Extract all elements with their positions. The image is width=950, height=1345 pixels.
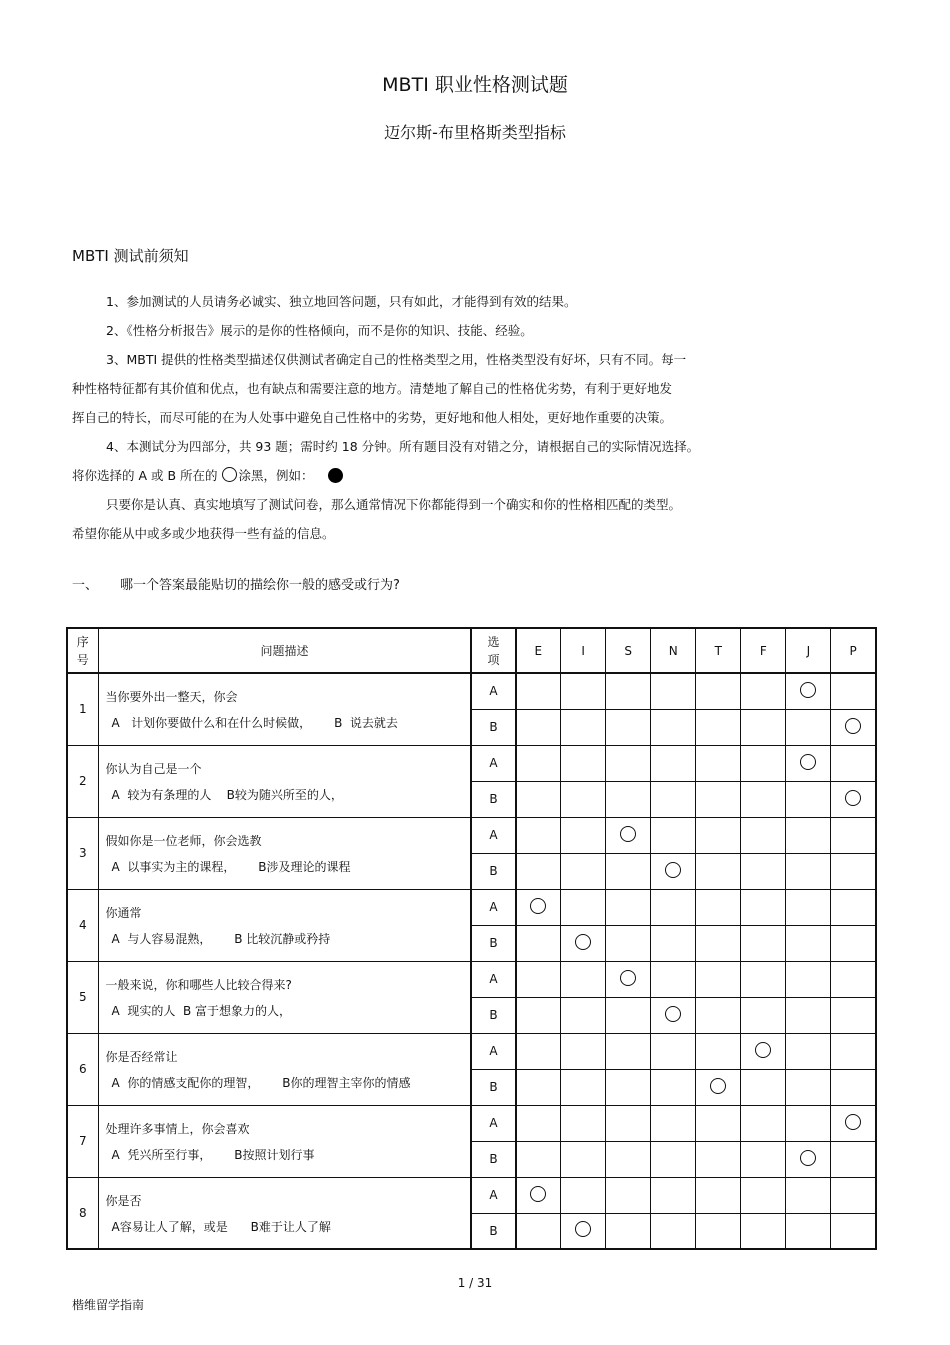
answer-circle-icon[interactable] [845, 1114, 861, 1130]
answer-cell-j[interactable] [786, 709, 831, 745]
part-title-text: 哪一个答案最能贴切的描绘你一般的感受或行为? [120, 578, 400, 593]
answer-cell-e[interactable] [516, 1069, 561, 1105]
question-description [98, 1105, 471, 1177]
answer-cell-p[interactable] [831, 1141, 876, 1177]
answer-cell-i[interactable] [561, 1105, 606, 1141]
question-description [98, 1033, 471, 1105]
answer-cell-f[interactable] [741, 673, 786, 709]
answer-cell-j[interactable] [786, 1105, 831, 1141]
answer-cell-t[interactable] [696, 997, 741, 1033]
answer-cell-t[interactable] [696, 817, 741, 853]
answer-circle-icon[interactable] [845, 718, 861, 734]
answer-circle-icon[interactable] [575, 934, 591, 950]
question-text: 你是否经常让 [105, 1049, 178, 1064]
answer-circle-icon[interactable] [665, 1006, 681, 1022]
question-text: 你认为自己是一个 [105, 761, 202, 776]
question-number: 7 [67, 1105, 98, 1177]
answer-cell-s[interactable] [606, 817, 651, 853]
answer-cell-n[interactable] [651, 673, 696, 709]
answer-cell-t[interactable] [696, 853, 741, 889]
table-row [67, 961, 876, 997]
answer-circle-icon[interactable] [800, 1150, 816, 1166]
answer-cell-s[interactable] [606, 889, 651, 925]
header-dim-t: T [696, 628, 741, 673]
answer-cell-n[interactable] [651, 961, 696, 997]
answer-cell-i[interactable] [561, 997, 606, 1033]
note-2: 2、《性格分析报告》展示的是你的性格倾向，而不是你的知识、技能、经验。 [106, 323, 533, 338]
answer-cell-s[interactable] [606, 673, 651, 709]
header-no: 序号 [67, 628, 98, 673]
question-description [98, 1177, 471, 1249]
answer-cell-s[interactable] [606, 1033, 651, 1069]
option-label-a: A [471, 961, 515, 997]
answer-cell-p[interactable] [831, 709, 876, 745]
question-options: A 你的情感支配你的理智， B你的理智主宰你的情感 [111, 1075, 411, 1090]
answer-cell-t[interactable] [696, 1033, 741, 1069]
option-label-a: A [471, 673, 515, 709]
answer-cell-t[interactable] [696, 925, 741, 961]
answer-cell-i[interactable] [561, 853, 606, 889]
document-title: MBTI 职业性格测试题 [382, 74, 568, 96]
answer-cell-j[interactable] [786, 1069, 831, 1105]
answer-cell-e[interactable] [516, 781, 561, 817]
answer-cell-p[interactable] [831, 817, 876, 853]
answer-cell-j[interactable] [786, 673, 831, 709]
option-label-a: A [471, 1177, 515, 1213]
answer-cell-n[interactable] [651, 1033, 696, 1069]
answer-cell-t[interactable] [696, 1105, 741, 1141]
question-description [98, 961, 471, 1033]
answer-cell-e[interactable] [516, 889, 561, 925]
option-label-a: A [471, 817, 515, 853]
question-options: A 现实的人 B 富于想象力的人， [111, 1003, 292, 1018]
answer-cell-s[interactable] [606, 1069, 651, 1105]
answer-cell-n[interactable] [651, 1141, 696, 1177]
option-label-b: B [471, 1069, 515, 1105]
empty-circle-icon [222, 467, 237, 482]
option-label-b: B [471, 709, 515, 745]
answer-cell-t[interactable] [696, 961, 741, 997]
note-3-line-1: 3、MBTI 提供的性格类型描述仅供测试者确定自己的性格类型之用，性格类型没有好坏，只有不同。每一 [106, 352, 687, 367]
option-label-b: B [471, 925, 515, 961]
answer-cell-e[interactable] [516, 925, 561, 961]
answer-cell-i[interactable] [561, 961, 606, 997]
answer-cell-f[interactable] [741, 1213, 786, 1249]
answer-cell-n[interactable] [651, 1177, 696, 1213]
note-5-line-1: 只要你是认真、真实地填写了测试问卷，那么通常情况下你都能得到一个确实和你的性格相匹配的类型。 [106, 497, 682, 512]
answer-cell-i[interactable] [561, 745, 606, 781]
answer-circle-icon[interactable] [530, 898, 546, 914]
answer-cell-e[interactable] [516, 1141, 561, 1177]
answer-cell-i[interactable] [561, 925, 606, 961]
answer-cell-e[interactable] [516, 1033, 561, 1069]
answer-cell-j[interactable] [786, 925, 831, 961]
answer-cell-p[interactable] [831, 889, 876, 925]
answer-cell-i[interactable] [561, 1141, 606, 1177]
document-subtitle: 迈尔斯-布里格斯类型指标 [384, 123, 566, 142]
question-description [98, 745, 471, 817]
table-row [67, 745, 876, 781]
question-description [98, 817, 471, 889]
answer-cell-f[interactable] [741, 889, 786, 925]
answer-cell-i[interactable] [561, 1069, 606, 1105]
note-4-line-2-part-a: 将你选择的 A 或 B 所在的 [72, 468, 218, 483]
answer-cell-p[interactable] [831, 1033, 876, 1069]
answer-cell-s[interactable] [606, 925, 651, 961]
question-options: A 以事实为主的课程， B涉及理论的课程 [111, 859, 351, 874]
option-label-b: B [471, 781, 515, 817]
answer-cell-f[interactable] [741, 1033, 786, 1069]
answer-cell-j[interactable] [786, 853, 831, 889]
answer-cell-t[interactable] [696, 745, 741, 781]
question-text: 当你要外出一整天，你会 [105, 690, 238, 704]
answer-cell-p[interactable] [831, 853, 876, 889]
answer-cell-j[interactable] [786, 1177, 831, 1213]
part-number: 一、 [72, 578, 99, 593]
answer-cell-f[interactable] [741, 1177, 786, 1213]
answer-circle-icon[interactable] [800, 682, 816, 698]
table-header-row [67, 628, 876, 673]
answer-cell-s[interactable] [606, 853, 651, 889]
question-options: A容易让人了解，或是 B难于让人了解 [111, 1219, 331, 1234]
answer-circle-icon[interactable] [575, 1221, 591, 1237]
answer-cell-t[interactable] [696, 709, 741, 745]
question-number: 2 [67, 745, 98, 817]
answer-cell-s[interactable] [606, 997, 651, 1033]
answer-cell-s[interactable] [606, 961, 651, 997]
question-text: 一般来说，你和哪些人比较合得来? [105, 977, 292, 992]
answer-cell-p[interactable] [831, 997, 876, 1033]
answer-cell-j[interactable] [786, 781, 831, 817]
answer-cell-n[interactable] [651, 781, 696, 817]
answer-cell-i[interactable] [561, 889, 606, 925]
answer-cell-f[interactable] [741, 853, 786, 889]
question-number: 4 [67, 889, 98, 961]
answer-cell-p[interactable] [831, 1213, 876, 1249]
answer-cell-p[interactable] [831, 1069, 876, 1105]
note-1: 1、参加测试的人员请务必诚实、独立地回答问题，只有如此，才能得到有效的结果。 [106, 294, 577, 309]
option-label-b: B [471, 1213, 515, 1249]
header-dim-s: S [606, 628, 651, 673]
page-number: 1 / 31 [457, 1276, 493, 1290]
answer-cell-i[interactable] [561, 781, 606, 817]
header-dim-i: I [561, 628, 606, 673]
answer-circle-icon[interactable] [530, 1186, 546, 1202]
question-options: A 与人容易混熟， B 比较沉静或矜持 [111, 931, 331, 946]
answer-cell-p[interactable] [831, 1177, 876, 1213]
answer-cell-t[interactable] [696, 1213, 741, 1249]
answer-cell-i[interactable] [561, 1213, 606, 1249]
answer-cell-j[interactable] [786, 1213, 831, 1249]
answer-cell-j[interactable] [786, 1141, 831, 1177]
header-dim-n: N [651, 628, 696, 673]
answer-cell-p[interactable] [831, 745, 876, 781]
answer-circle-icon[interactable] [665, 862, 681, 878]
question-text: 你是否 [105, 1193, 142, 1208]
answer-cell-e[interactable] [516, 961, 561, 997]
answer-cell-f[interactable] [741, 997, 786, 1033]
option-label-a: A [471, 745, 515, 781]
answer-cell-e[interactable] [516, 853, 561, 889]
answer-cell-e[interactable] [516, 1105, 561, 1141]
answer-cell-t[interactable] [696, 781, 741, 817]
answer-cell-f[interactable] [741, 817, 786, 853]
answer-cell-n[interactable] [651, 745, 696, 781]
footer-text: 楷维留学指南 [72, 1298, 145, 1312]
table-row [67, 889, 876, 925]
filled-circle-icon [328, 468, 343, 483]
answer-cell-p[interactable] [831, 673, 876, 709]
answer-cell-j[interactable] [786, 889, 831, 925]
answer-cell-s[interactable] [606, 1213, 651, 1249]
answer-cell-f[interactable] [741, 1069, 786, 1105]
note-3-line-2: 种性格特征都有其价值和优点，也有缺点和需要注意的地方。清楚地了解自己的性格优劣势，有利于更好地发 [72, 381, 673, 396]
answer-cell-e[interactable] [516, 1177, 561, 1213]
answer-cell-i[interactable] [561, 1033, 606, 1069]
answer-cell-s[interactable] [606, 1177, 651, 1213]
answer-circle-icon[interactable] [755, 1042, 771, 1058]
answer-cell-j[interactable] [786, 817, 831, 853]
answer-cell-t[interactable] [696, 1069, 741, 1105]
answer-cell-e[interactable] [516, 997, 561, 1033]
option-label-b: B [471, 853, 515, 889]
answer-circle-icon[interactable] [620, 826, 636, 842]
answer-cell-e[interactable] [516, 709, 561, 745]
answer-cell-f[interactable] [741, 709, 786, 745]
notice-list [72, 287, 852, 548]
questions-table [66, 627, 877, 1250]
answer-cell-n[interactable] [651, 997, 696, 1033]
table-row [67, 1177, 876, 1213]
answer-cell-t[interactable] [696, 889, 741, 925]
answer-cell-j[interactable] [786, 745, 831, 781]
answer-cell-e[interactable] [516, 817, 561, 853]
answer-cell-j[interactable] [786, 961, 831, 997]
answer-cell-s[interactable] [606, 1105, 651, 1141]
question-text: 假如你是一位老师，你会选教 [105, 833, 262, 848]
table-row [67, 1105, 876, 1141]
option-label-b: B [471, 1141, 515, 1177]
answer-cell-s[interactable] [606, 745, 651, 781]
answer-cell-j[interactable] [786, 997, 831, 1033]
note-5-line-2: 希望你能从中或多或少地获得一些有益的信息。 [72, 526, 335, 541]
question-options: A 计划你要做什么和在什么时候做， B 说去就去 [111, 716, 398, 730]
answer-cell-e[interactable] [516, 673, 561, 709]
answer-cell-f[interactable] [741, 925, 786, 961]
question-description [98, 673, 471, 745]
notice-heading: MBTI 测试前须知 [72, 247, 189, 265]
question-description [98, 889, 471, 961]
answer-cell-s[interactable] [606, 1141, 651, 1177]
answer-cell-i[interactable] [561, 709, 606, 745]
answer-cell-n[interactable] [651, 709, 696, 745]
question-number: 8 [67, 1177, 98, 1249]
answer-cell-f[interactable] [741, 1105, 786, 1141]
answer-cell-p[interactable] [831, 781, 876, 817]
question-number: 6 [67, 1033, 98, 1105]
note-3-line-3: 挥自己的特长，而尽可能的在为人处事中避免自己性格中的劣势，更好地和他人相处，更好地作重要的决策。 [72, 410, 673, 425]
question-options: A 凭兴所至行事， B按照计划行事 [111, 1147, 315, 1162]
answer-cell-f[interactable] [741, 1141, 786, 1177]
answer-cell-t[interactable] [696, 1177, 741, 1213]
answer-cell-j[interactable] [786, 1033, 831, 1069]
note-4-line-2 [72, 461, 852, 490]
answer-circle-icon[interactable] [800, 754, 816, 770]
option-label-a: A [471, 1033, 515, 1069]
table-row [67, 673, 876, 709]
question-number: 5 [67, 961, 98, 1033]
answer-cell-n[interactable] [651, 853, 696, 889]
answer-circle-icon[interactable] [845, 790, 861, 806]
answer-circle-icon[interactable] [620, 970, 636, 986]
answer-cell-n[interactable] [651, 889, 696, 925]
answer-cell-t[interactable] [696, 673, 741, 709]
answer-cell-e[interactable] [516, 1213, 561, 1249]
header-dim-e: E [516, 628, 561, 673]
answer-cell-f[interactable] [741, 781, 786, 817]
questions-body [67, 673, 876, 1249]
answer-cell-n[interactable] [651, 1213, 696, 1249]
option-label-a: A [471, 1105, 515, 1141]
header-desc: 问题描述 [98, 628, 471, 673]
question-number: 3 [67, 817, 98, 889]
option-label-a: A [471, 889, 515, 925]
question-options: A 较为有条理的人 B较为随兴所至的人， [111, 787, 343, 802]
answer-cell-t[interactable] [696, 1141, 741, 1177]
answer-cell-n[interactable] [651, 1069, 696, 1105]
table-row [67, 1033, 876, 1069]
answer-circle-icon[interactable] [710, 1078, 726, 1094]
question-number: 1 [67, 673, 98, 745]
header-opt: 选项 [471, 628, 515, 673]
answer-cell-e[interactable] [516, 745, 561, 781]
answer-cell-p[interactable] [831, 961, 876, 997]
answer-cell-s[interactable] [606, 709, 651, 745]
header-dim-p: P [831, 628, 876, 673]
answer-cell-s[interactable] [606, 781, 651, 817]
answer-cell-i[interactable] [561, 817, 606, 853]
part-one-heading [72, 574, 400, 593]
note-4-line-1: 4、本测试分为四部分，共 93 题；需时约 18 分钟。所有题目没有对错之分，请根据自己的实际情况选择。 [106, 439, 700, 454]
header-dim-f: F [741, 628, 786, 673]
answer-cell-n[interactable] [651, 925, 696, 961]
question-text: 处理许多事情上，你会喜欢 [105, 1121, 250, 1136]
answer-cell-i[interactable] [561, 673, 606, 709]
answer-cell-f[interactable] [741, 961, 786, 997]
question-text: 你通常 [105, 905, 142, 920]
answer-cell-p[interactable] [831, 925, 876, 961]
header-dim-j: J [786, 628, 831, 673]
answer-cell-f[interactable] [741, 745, 786, 781]
answer-cell-p[interactable] [831, 1105, 876, 1141]
table-row [67, 817, 876, 853]
answer-cell-i[interactable] [561, 1177, 606, 1213]
answer-cell-n[interactable] [651, 1105, 696, 1141]
option-label-b: B [471, 997, 515, 1033]
note-4-line-2-part-b: 涂黑，例如： [238, 468, 314, 483]
answer-cell-n[interactable] [651, 817, 696, 853]
